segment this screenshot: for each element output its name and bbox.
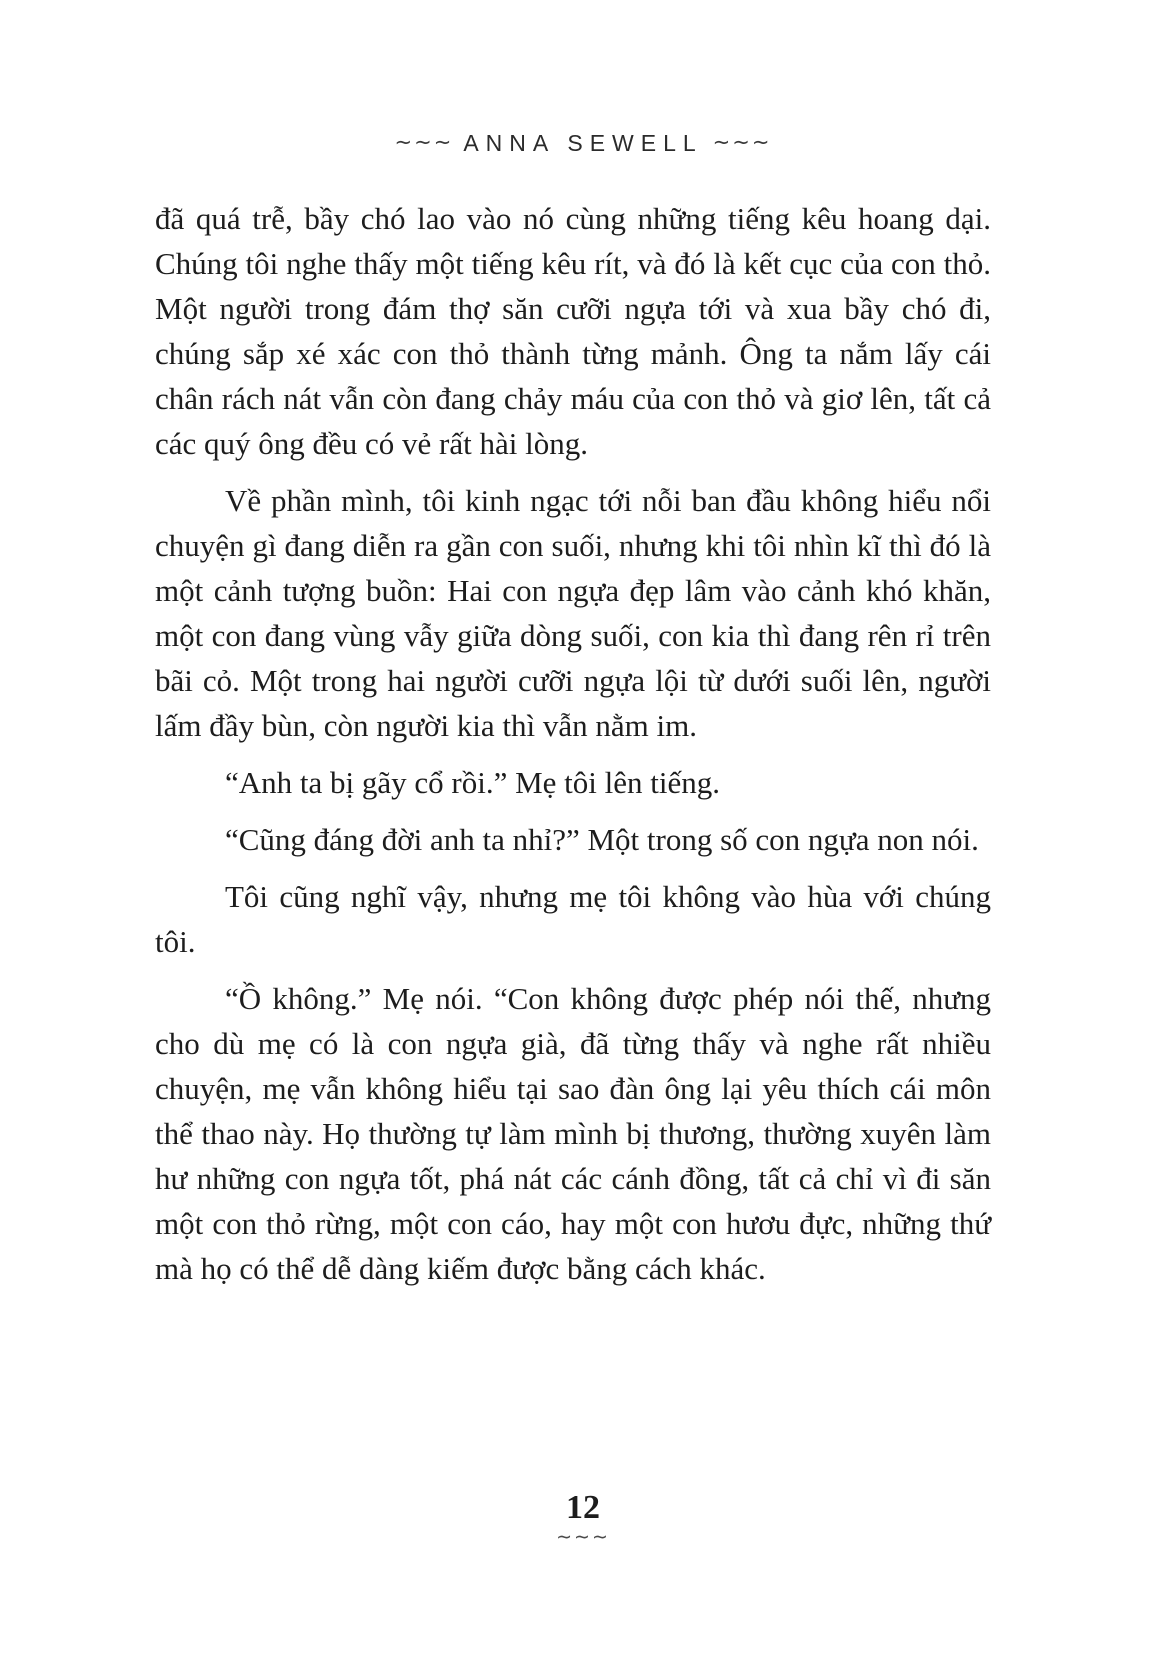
running-header [0,130,1166,157]
paragraph: “Anh ta bị gãy cổ rồi.” Mẹ tôi lên tiếng. [225,765,721,800]
footer-ornament: ∼∼∼ [556,1526,610,1548]
body-text [155,196,991,1303]
page-footer [0,1490,1166,1546]
paragraph: Về phần mình, tôi kinh ngạc tới nỗi ban đầu không hiểu nổi chuyện gì đang diễn ra gần con suối, nhưng khi tôi nhìn kĩ thì đó là một cảnh tượng buồn: Hai con ngựa đẹp lâm vào cảnh khó khăn, một con đang vùng vẫy giữa dòng suối, con kia thì đang rên rỉ trên bãi cỏ. Một trong hai người cưỡi ngựa lội từ dưới suối lên, người lấm đầy bùn, còn người kia thì vẫn nằm im. [155,483,991,743]
paragraph: “Cũng đáng đời anh ta nhỉ?” Một trong số con ngựa non nói. [225,822,979,857]
paragraph: Tôi cũng nghĩ vậy, nhưng mẹ tôi không vào hùa với chúng tôi. [155,879,991,959]
author-name: ANNA SEWELL [463,130,703,156]
header-ornament-right: ∼∼∼ [712,130,772,154]
page-number: 12 [566,1489,600,1526]
header-ornament-left: ∼∼∼ [394,130,454,154]
paragraph: “Ồ không.” Mẹ nói. “Con không được phép nói thế, nhưng cho dù mẹ có là con ngựa già, đã từng thấy và nghe rất nhiều chuyện, mẹ vẫn không hiểu tại sao đàn ông lại yêu thích cái môn thể thao này. Họ thường tự làm mình bị thương, thường xuyên làm hư những con ngựa tốt, phá nát các cánh đồng, tất cả chỉ vì đi săn một con thỏ rừng, một con cáo, hay một con hươu đực, những thứ mà họ có thể dễ dàng kiếm được bằng cách khác. [155,981,991,1286]
paragraph: đã quá trễ, bầy chó lao vào nó cùng những tiếng kêu hoang dại. Chúng tôi nghe thấy một tiếng kêu rít, và đó là kết cục của con thỏ. Một người trong đám thợ săn cưỡi ngựa tới và xua bầy chó đi, chúng sắp xé xác con thỏ thành từng mảnh. Ông ta nắm lấy cái chân rách nát vẫn còn đang chảy máu của con thỏ và giơ lên, tất cả các quý ông đều có vẻ rất hài lòng. [155,201,991,461]
